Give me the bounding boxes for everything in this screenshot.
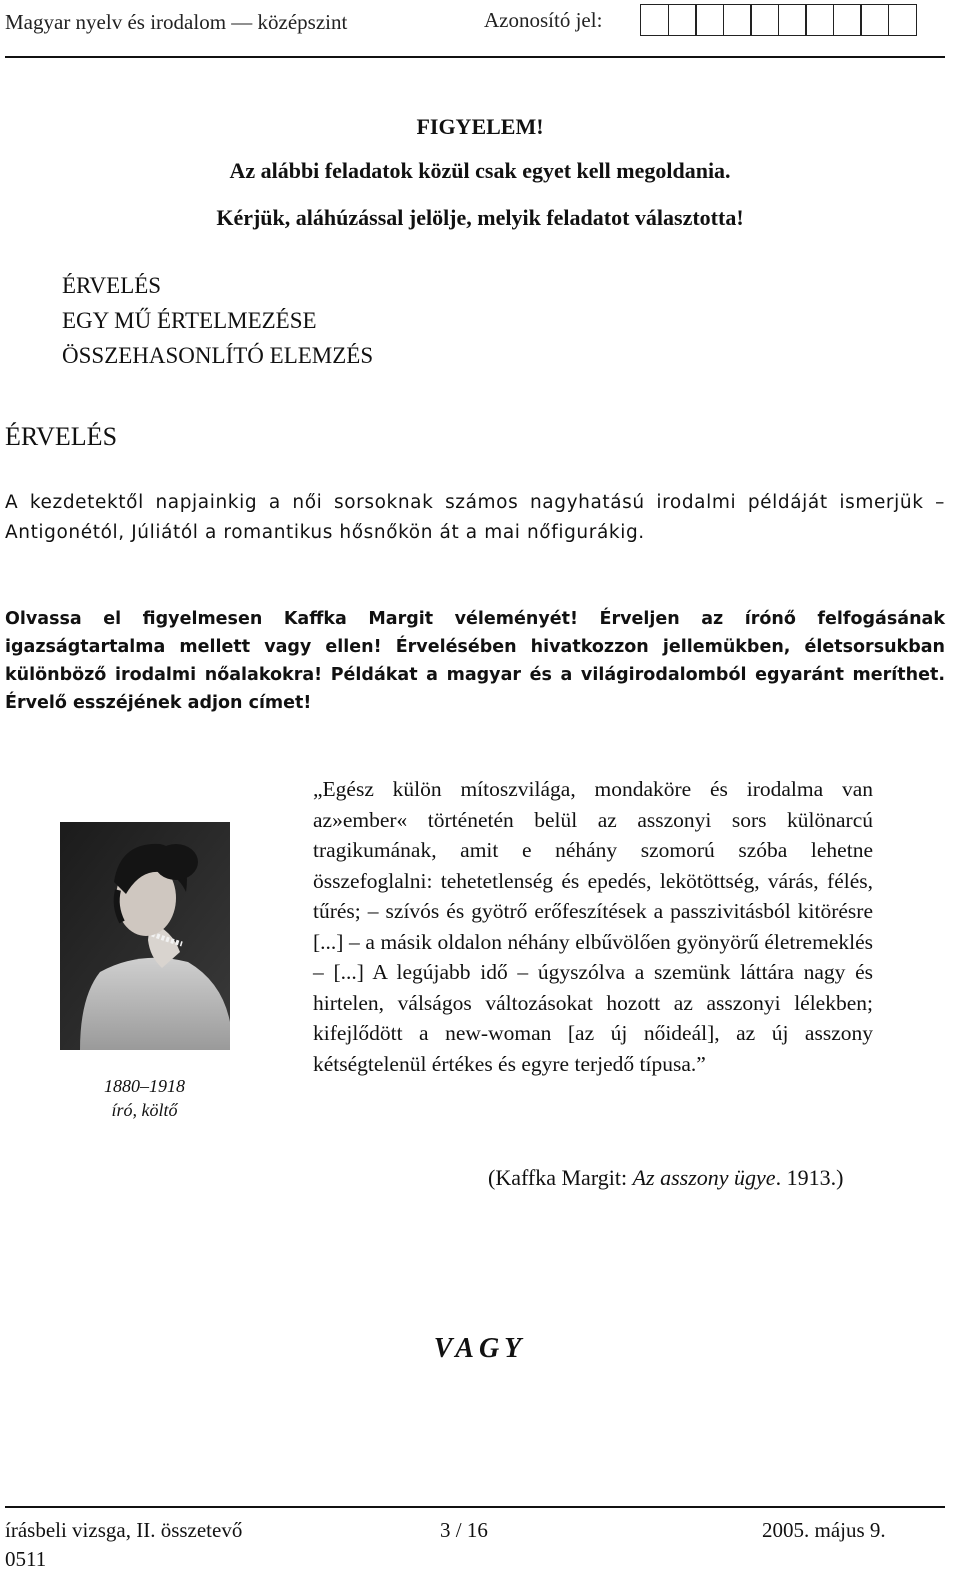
id-box[interactable] — [860, 4, 889, 36]
portrait-caption — [62, 1074, 227, 1122]
id-box[interactable] — [695, 4, 724, 36]
id-box[interactable] — [750, 4, 779, 36]
section-task: Olvassa el figyelmesen Kaffka Margit véleményét! Érveljen az írónő felfogásának igazságtartalma mellett vagy ellen! Érvelésében hivatkozzon jellemükben, életsorsukban különböző irodalmi nőalakokra! Példákat a magyar és a világirodalomból egyaránt meríthet. Érvelő esszéjének adjon címet! — [5, 609, 945, 713]
source-title: Az asszony ügye — [632, 1165, 776, 1190]
header-rule — [5, 56, 945, 58]
option-osszehasonlito-elemzes[interactable]: ÖSSZEHASONLÍTÓ ELEMZÉS — [62, 343, 374, 368]
id-box[interactable] — [805, 4, 834, 36]
id-box[interactable] — [833, 4, 862, 36]
header-subject: Magyar nyelv és irodalom — középszint — [5, 10, 348, 34]
option-ervelas[interactable]: ÉRVELÉS — [62, 273, 162, 298]
footer-code: 0511 — [5, 1547, 47, 1571]
attention-title: FIGYELEM! — [416, 114, 544, 139]
portrait-years: 1880–1918 — [104, 1076, 185, 1096]
quote-source — [488, 1165, 843, 1191]
portrait-role: író, költő — [111, 1100, 178, 1120]
footer-rule — [5, 1506, 945, 1508]
footer-date: 2005. május 9. — [762, 1518, 886, 1542]
section-title: ÉRVELÉS — [5, 422, 118, 451]
portrait-photo — [60, 822, 230, 1050]
option-mu-ertelmezese[interactable]: EGY MŰ ÉRTELMEZÉSE — [62, 308, 317, 333]
id-box[interactable] — [888, 4, 917, 36]
source-suffix: . 1913.) — [775, 1165, 844, 1190]
footer-exam: írásbeli vizsga, II. összetevő — [5, 1518, 243, 1542]
attention-line-1: Az alábbi feladatok közül csak egyet kell megoldania. — [229, 158, 731, 183]
quote-text: „Egész külön mítoszvilága, mondaköre és irodalma van az»ember« történetén belül az asszonyi sors különarcú tragikumának, amit e néhány szomorú szóba lehetne összefoglalni: tehetetlenség és epedés, lekötöttség, várás, félés, tűrés; – szívós és gyötrő erőfeszítések a passzivitásból kitörésre [...] – a másik oldalon néhány elbűvölően gyönyörű életremeklés – [...] A legújabb idő – úgyszólva a szemünk láttára nagy és hirtelen, válságos változásokat hozott az asszonyi lélekben; kifejlődött a new-woman [az új nőideál], az új asszony kétségtelenül értékes és egyre terjedő típusa.” — [313, 777, 873, 1076]
source-prefix: (Kaffka Margit: — [488, 1165, 633, 1190]
footer-page-number: 3 / 16 — [440, 1518, 488, 1542]
section-intro: A kezdetektől napjainkig a női sorsoknak számos nagyhatású irodalmi példáját ismerjük – Antigonétól, Júliától a romantikus hősnőkön át a mai nőfigurákig. — [5, 492, 945, 543]
id-box[interactable] — [640, 4, 669, 36]
attention-line-2: Kérjük, aláhúzással jelölje, melyik feladatot választotta! — [216, 205, 744, 230]
or-separator: VAGY — [433, 1333, 527, 1364]
id-boxes — [640, 4, 915, 36]
id-box[interactable] — [723, 4, 752, 36]
id-box[interactable] — [668, 4, 697, 36]
id-box[interactable] — [778, 4, 807, 36]
id-label: Azonosító jel: — [484, 8, 603, 32]
